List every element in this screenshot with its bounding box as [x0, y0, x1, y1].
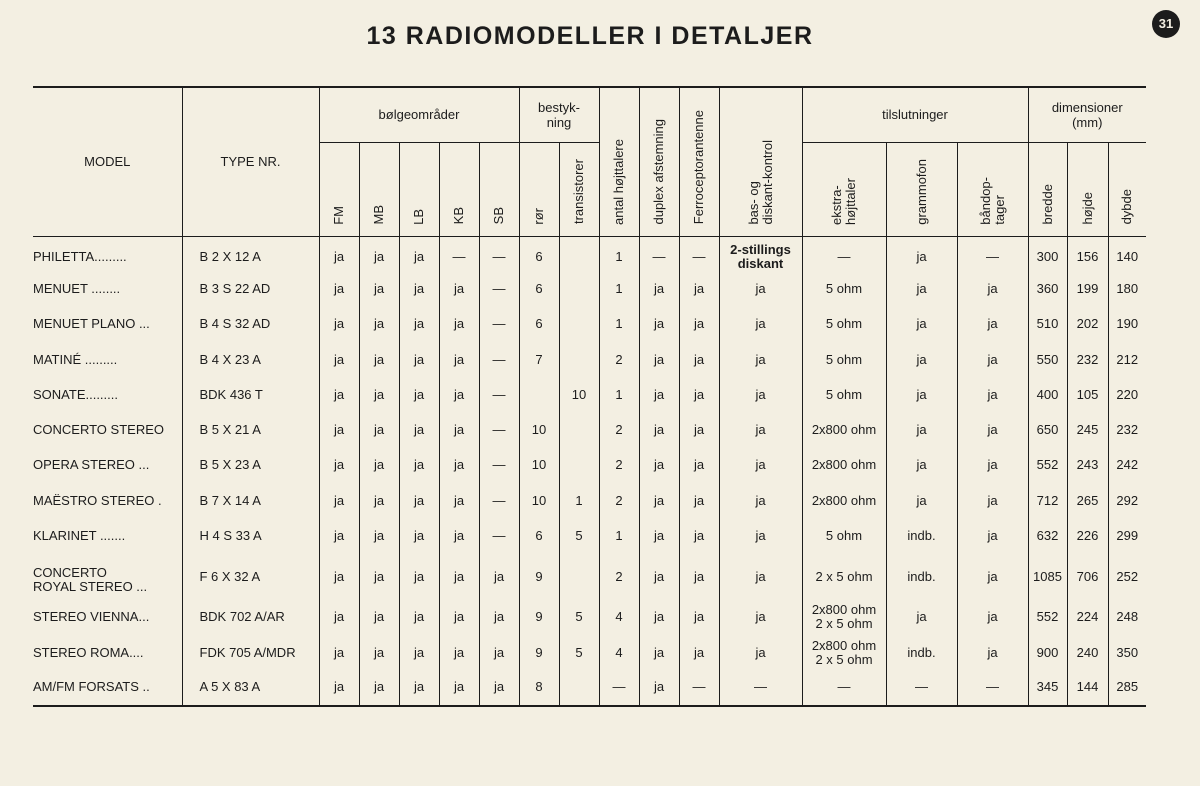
- header-depth: dybde: [1119, 189, 1135, 225]
- cell-bass: ja: [719, 554, 802, 600]
- table-row: [33, 448, 1146, 483]
- cell-duplex: ja: [639, 377, 679, 412]
- cell-w: 400: [1028, 377, 1067, 412]
- cell-gram: indb.: [886, 518, 957, 553]
- cell-kb: —: [439, 236, 479, 271]
- cell-bass: ja: [719, 271, 802, 306]
- cell-fm: ja: [319, 483, 359, 518]
- cell-model: MATINÉ .........: [33, 351, 118, 367]
- cell-w: 900: [1028, 635, 1067, 670]
- cell-lb: ja: [399, 271, 439, 306]
- cell-w: 552: [1028, 600, 1067, 635]
- cell-mb: ja: [359, 483, 399, 518]
- cell-model: OPERA STEREO ...: [33, 457, 150, 473]
- cell-mb: ja: [359, 236, 399, 271]
- table-row: [33, 635, 1146, 670]
- cell-type: BDK 436 T: [182, 377, 319, 412]
- cell-lb: ja: [399, 307, 439, 342]
- cell-w: 300: [1028, 236, 1067, 271]
- cell-ferro: ja: [679, 271, 719, 306]
- cell-model: PHILETTA.........: [33, 248, 127, 264]
- cell-kb: ja: [439, 483, 479, 518]
- cell-h: 156: [1067, 236, 1108, 271]
- cell-fm: ja: [319, 236, 359, 271]
- cell-ror: 10: [519, 412, 559, 447]
- cell-mb: ja: [359, 271, 399, 306]
- cell-ferro: ja: [679, 518, 719, 553]
- header-bass-treble: bas- og diskant-kontrol: [745, 139, 775, 225]
- cell-ferro: ja: [679, 554, 719, 600]
- cell-duplex: ja: [639, 635, 679, 670]
- cell-sb: —: [479, 307, 519, 342]
- cell-lb: ja: [399, 448, 439, 483]
- cell-model: AM/FM FORSATS ..: [33, 679, 150, 695]
- cell-d: 180: [1108, 271, 1146, 306]
- cell-ferro: —: [679, 670, 719, 705]
- cell-type: B 5 X 21 A: [182, 412, 319, 447]
- cell-kb: ja: [439, 448, 479, 483]
- cell-band: ja: [957, 307, 1028, 342]
- cell-h: 232: [1067, 342, 1108, 377]
- cell-kb: ja: [439, 635, 479, 670]
- cell-kb: ja: [439, 377, 479, 412]
- cell-sb: —: [479, 483, 519, 518]
- cell-bass: ja: [719, 412, 802, 447]
- cell-type: B 3 S 22 AD: [182, 271, 319, 306]
- cell-gram: —: [886, 670, 957, 705]
- cell-sb: —: [479, 271, 519, 306]
- cell-trans: 5: [559, 600, 599, 635]
- cell-lb: ja: [399, 377, 439, 412]
- cell-gram: ja: [886, 377, 957, 412]
- cell-sb: —: [479, 342, 519, 377]
- cell-w: 345: [1028, 670, 1067, 705]
- table-row: [33, 600, 1146, 635]
- cell-w: 510: [1028, 307, 1067, 342]
- cell-gram: ja: [886, 236, 957, 271]
- cell-gram: indb.: [886, 635, 957, 670]
- cell-band: ja: [957, 483, 1028, 518]
- cell-mb: ja: [359, 448, 399, 483]
- table-row: [33, 377, 1146, 412]
- header-model: MODEL: [33, 87, 182, 236]
- cell-trans: 5: [559, 518, 599, 553]
- cell-lb: ja: [399, 600, 439, 635]
- cell-ferro: ja: [679, 412, 719, 447]
- cell-ext: 5 ohm: [802, 518, 886, 553]
- cell-mb: ja: [359, 342, 399, 377]
- cell-model: MENUET PLANO ...: [33, 316, 150, 332]
- cell-spk: 4: [599, 635, 639, 670]
- cell-ext: —: [802, 236, 886, 271]
- cell-gram: ja: [886, 271, 957, 306]
- cell-ferro: ja: [679, 600, 719, 635]
- cell-d: 350: [1108, 635, 1146, 670]
- header-lb: LB: [411, 208, 426, 225]
- cell-duplex: ja: [639, 670, 679, 705]
- cell-bass: ja: [719, 448, 802, 483]
- cell-h: 226: [1067, 518, 1108, 553]
- cell-mb: ja: [359, 307, 399, 342]
- header-mb: MB: [371, 205, 386, 225]
- table-row: [33, 236, 1146, 271]
- cell-kb: ja: [439, 412, 479, 447]
- cell-fm: ja: [319, 670, 359, 705]
- header-bands: bølgeområder: [319, 87, 519, 142]
- cell-gram: ja: [886, 448, 957, 483]
- cell-lb: ja: [399, 635, 439, 670]
- table-row: [33, 412, 1146, 447]
- cell-ext: 2 x 5 ohm: [802, 554, 886, 600]
- cell-w: 552: [1028, 448, 1067, 483]
- cell-bass: ja: [719, 307, 802, 342]
- cell-ext: 5 ohm: [802, 377, 886, 412]
- cell-spk: 1: [599, 307, 639, 342]
- cell-gram: ja: [886, 342, 957, 377]
- cell-ext: —: [802, 670, 886, 705]
- table-row: [33, 307, 1146, 342]
- cell-ror: 6: [519, 271, 559, 306]
- cell-ror: 6: [519, 518, 559, 553]
- cell-h: 240: [1067, 635, 1108, 670]
- cell-w: 1085: [1028, 554, 1067, 600]
- cell-band: ja: [957, 271, 1028, 306]
- cell-duplex: ja: [639, 271, 679, 306]
- cell-d: 252: [1108, 554, 1146, 600]
- header-height: højde: [1079, 191, 1095, 225]
- header-duplex: duplex afstemning: [651, 118, 666, 225]
- cell-h: 144: [1067, 670, 1108, 705]
- cell-gram: ja: [886, 307, 957, 342]
- cell-spk: 1: [599, 236, 639, 271]
- cell-ferro: ja: [679, 448, 719, 483]
- cell-bass: ja: [719, 342, 802, 377]
- cell-lb: ja: [399, 236, 439, 271]
- cell-ror: 8: [519, 670, 559, 705]
- cell-gram: ja: [886, 412, 957, 447]
- header-tape-recorder: båndop- tager: [977, 176, 1007, 225]
- cell-h: 243: [1067, 448, 1108, 483]
- cell-fm: ja: [319, 412, 359, 447]
- cell-fm: ja: [319, 377, 359, 412]
- cell-duplex: ja: [639, 554, 679, 600]
- table-row: [33, 670, 1146, 705]
- cell-h: 224: [1067, 600, 1108, 635]
- cell-trans: [559, 670, 599, 705]
- cell-bass: ja: [719, 600, 802, 635]
- cell-gram: ja: [886, 483, 957, 518]
- cell-bass: ja: [719, 518, 802, 553]
- cell-kb: ja: [439, 307, 479, 342]
- cell-model: MAËSTRO STEREO .: [33, 492, 162, 508]
- cell-gram: indb.: [886, 554, 957, 600]
- cell-fm: ja: [319, 271, 359, 306]
- cell-d: 242: [1108, 448, 1146, 483]
- cell-type: B 4 S 32 AD: [182, 307, 319, 342]
- cell-ext: 2x800 ohm: [802, 483, 886, 518]
- cell-spk: —: [599, 670, 639, 705]
- cell-ror: 10: [519, 448, 559, 483]
- cell-kb: ja: [439, 554, 479, 600]
- cell-type: FDK 705 A/MDR: [182, 635, 319, 670]
- table-row: [33, 518, 1146, 553]
- cell-sb: ja: [479, 600, 519, 635]
- cell-ext: 2x800 ohm: [802, 412, 886, 447]
- page-title: 13 RADIOMODELLER I DETALJER: [366, 22, 814, 50]
- cell-sb: —: [479, 236, 519, 271]
- cell-sb: —: [479, 448, 519, 483]
- cell-w: 712: [1028, 483, 1067, 518]
- cell-band: —: [957, 670, 1028, 705]
- cell-lb: ja: [399, 342, 439, 377]
- cell-trans: [559, 307, 599, 342]
- cell-fm: ja: [319, 342, 359, 377]
- cell-mb: ja: [359, 377, 399, 412]
- cell-mb: ja: [359, 412, 399, 447]
- cell-ror: 7: [519, 342, 559, 377]
- cell-sb: ja: [479, 635, 519, 670]
- cell-ext: 5 ohm: [802, 271, 886, 306]
- header-tubes: rør: [531, 207, 546, 225]
- header-connections: tilslutninger: [802, 87, 1028, 142]
- cell-model: SONATE.........: [33, 386, 118, 402]
- cell-spk: 2: [599, 342, 639, 377]
- cell-h: 199: [1067, 271, 1108, 306]
- header-type: TYPE NR.: [182, 87, 319, 236]
- header-speakers: antal højttalere: [611, 138, 626, 225]
- cell-duplex: ja: [639, 307, 679, 342]
- header-transistors: transistorer: [571, 159, 586, 225]
- cell-duplex: ja: [639, 600, 679, 635]
- cell-trans: [559, 412, 599, 447]
- cell-lb: ja: [399, 518, 439, 553]
- table-row: [33, 483, 1146, 518]
- cell-type: A 5 X 83 A: [182, 670, 319, 705]
- cell-ror: 9: [519, 600, 559, 635]
- cell-ror: 10: [519, 483, 559, 518]
- cell-h: 105: [1067, 377, 1108, 412]
- cell-h: 202: [1067, 307, 1108, 342]
- header-kb: KB: [451, 207, 466, 225]
- cell-trans: [559, 448, 599, 483]
- header-fm: FM: [331, 205, 346, 225]
- cell-kb: ja: [439, 670, 479, 705]
- table-row: [33, 271, 1146, 306]
- cell-ferro: ja: [679, 307, 719, 342]
- cell-w: 650: [1028, 412, 1067, 447]
- header-gramophone: grammofon: [913, 158, 929, 225]
- cell-trans: 1: [559, 483, 599, 518]
- cell-ferro: ja: [679, 635, 719, 670]
- cell-w: 632: [1028, 518, 1067, 553]
- header-equipment: bestyk- ning: [519, 87, 599, 142]
- cell-ferro: ja: [679, 483, 719, 518]
- table-row: [33, 342, 1146, 377]
- cell-kb: ja: [439, 600, 479, 635]
- cell-d: 190: [1108, 307, 1146, 342]
- cell-ext: 2x800 ohm: [802, 448, 886, 483]
- header-extra-speaker: ekstra- højttaler: [829, 177, 858, 225]
- cell-ferro: ja: [679, 377, 719, 412]
- cell-spk: 2: [599, 448, 639, 483]
- cell-fm: ja: [319, 307, 359, 342]
- cell-kb: ja: [439, 342, 479, 377]
- cell-model: CONCERTO ROYAL STEREO ...: [33, 564, 148, 594]
- cell-ferro: ja: [679, 342, 719, 377]
- cell-band: ja: [957, 518, 1028, 553]
- cell-spk: 4: [599, 600, 639, 635]
- cell-lb: ja: [399, 554, 439, 600]
- header-sb: SB: [491, 207, 506, 225]
- cell-fm: ja: [319, 554, 359, 600]
- cell-ferro: —: [679, 236, 719, 271]
- header-width: bredde: [1039, 184, 1055, 225]
- cell-trans: 5: [559, 635, 599, 670]
- cell-w: 360: [1028, 271, 1067, 306]
- cell-d: 292: [1108, 483, 1146, 518]
- table-row: [33, 554, 1146, 600]
- cell-kb: ja: [439, 518, 479, 553]
- cell-ext: 2x800 ohm 2 x 5 ohm: [802, 635, 886, 670]
- cell-trans: [559, 554, 599, 600]
- cell-d: 220: [1108, 377, 1146, 412]
- cell-duplex: ja: [639, 518, 679, 553]
- cell-bass: ja: [719, 377, 802, 412]
- cell-mb: ja: [359, 600, 399, 635]
- cell-trans: [559, 342, 599, 377]
- cell-spk: 2: [599, 554, 639, 600]
- cell-bass: —: [719, 670, 802, 705]
- cell-h: 245: [1067, 412, 1108, 447]
- cell-lb: ja: [399, 483, 439, 518]
- cell-model: CONCERTO STEREO: [33, 422, 164, 438]
- cell-band: ja: [957, 412, 1028, 447]
- cell-ext: 5 ohm: [802, 342, 886, 377]
- header-ferroceptor: Ferroceptorantenne: [691, 110, 706, 225]
- cell-type: B 7 X 14 A: [182, 483, 319, 518]
- cell-spk: 1: [599, 518, 639, 553]
- cell-sb: —: [479, 518, 519, 553]
- cell-type: F 6 X 32 A: [182, 554, 319, 600]
- cell-band: ja: [957, 342, 1028, 377]
- cell-ror: 9: [519, 635, 559, 670]
- cell-kb: ja: [439, 271, 479, 306]
- cell-duplex: ja: [639, 483, 679, 518]
- cell-d: 212: [1108, 342, 1146, 377]
- cell-duplex: —: [639, 236, 679, 271]
- cell-sb: ja: [479, 670, 519, 705]
- cell-gram: ja: [886, 600, 957, 635]
- cell-spk: 2: [599, 412, 639, 447]
- cell-duplex: ja: [639, 448, 679, 483]
- cell-d: 299: [1108, 518, 1146, 553]
- cell-fm: ja: [319, 600, 359, 635]
- cell-mb: ja: [359, 670, 399, 705]
- cell-lb: ja: [399, 670, 439, 705]
- cell-band: ja: [957, 635, 1028, 670]
- cell-duplex: ja: [639, 342, 679, 377]
- cell-type: B 2 X 12 A: [182, 236, 319, 271]
- cell-d: 285: [1108, 670, 1146, 705]
- cell-type: B 5 X 23 A: [182, 448, 319, 483]
- cell-trans: [559, 271, 599, 306]
- radio-models-table: [33, 86, 1146, 707]
- cell-spk: 1: [599, 271, 639, 306]
- cell-bass: ja: [719, 483, 802, 518]
- cell-model: MENUET ........: [33, 280, 121, 296]
- cell-ext: 5 ohm: [802, 307, 886, 342]
- cell-type: H 4 S 33 A: [182, 518, 319, 553]
- cell-ror: 9: [519, 554, 559, 600]
- cell-bass: 2-stillings diskant: [719, 236, 802, 271]
- cell-model: STEREO ROMA....: [33, 644, 144, 660]
- cell-model: KLARINET .......: [33, 528, 126, 544]
- cell-type: B 4 X 23 A: [182, 342, 319, 377]
- cell-lb: ja: [399, 412, 439, 447]
- cell-ror: 6: [519, 236, 559, 271]
- cell-sb: —: [479, 377, 519, 412]
- cell-band: ja: [957, 448, 1028, 483]
- cell-sb: ja: [479, 554, 519, 600]
- cell-spk: 2: [599, 483, 639, 518]
- cell-mb: ja: [359, 554, 399, 600]
- cell-band: —: [957, 236, 1028, 271]
- cell-sb: —: [479, 412, 519, 447]
- cell-duplex: ja: [639, 412, 679, 447]
- cell-band: ja: [957, 377, 1028, 412]
- cell-spk: 1: [599, 377, 639, 412]
- cell-band: ja: [957, 600, 1028, 635]
- cell-model: STEREO VIENNA...: [33, 609, 150, 625]
- cell-h: 706: [1067, 554, 1108, 600]
- cell-d: 248: [1108, 600, 1146, 635]
- cell-fm: ja: [319, 635, 359, 670]
- header-dimensions: dimensioner (mm): [1028, 87, 1146, 142]
- cell-trans: 10: [559, 377, 599, 412]
- cell-bass: ja: [719, 635, 802, 670]
- cell-type: BDK 702 A/AR: [182, 600, 319, 635]
- page-number-badge: 31: [1152, 10, 1180, 38]
- cell-d: 232: [1108, 412, 1146, 447]
- cell-ror: [519, 377, 559, 412]
- cell-w: 550: [1028, 342, 1067, 377]
- cell-mb: ja: [359, 635, 399, 670]
- cell-d: 140: [1108, 236, 1146, 271]
- cell-fm: ja: [319, 448, 359, 483]
- cell-band: ja: [957, 554, 1028, 600]
- cell-mb: ja: [359, 518, 399, 553]
- cell-trans: [559, 236, 599, 271]
- cell-fm: ja: [319, 518, 359, 553]
- cell-ext: 2x800 ohm 2 x 5 ohm: [802, 600, 886, 635]
- cell-ror: 6: [519, 307, 559, 342]
- cell-h: 265: [1067, 483, 1108, 518]
